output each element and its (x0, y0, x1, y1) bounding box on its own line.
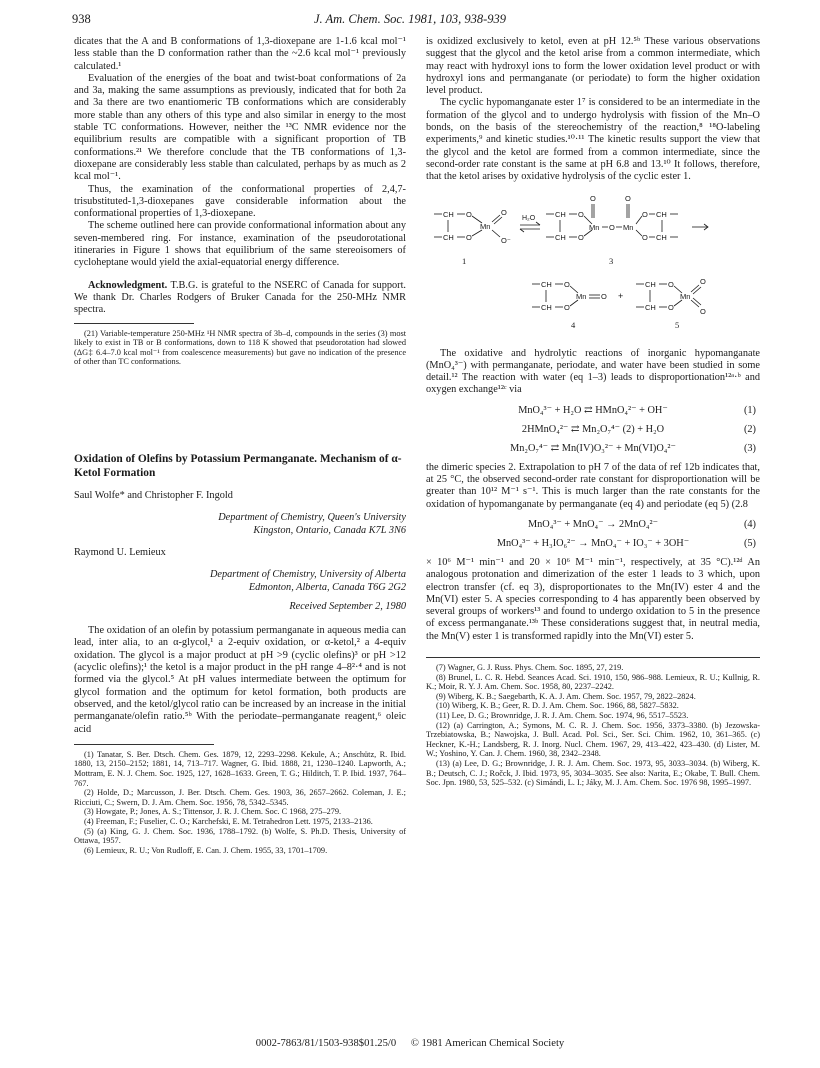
equation-text: 2HMnO₄²⁻ ⇄ Mn₂O₇⁴⁻ (2) + H₂O (521, 423, 665, 435)
scheme-atom: Mn (589, 222, 600, 232)
footnote-rule (74, 744, 214, 745)
scheme-atom: CH (443, 232, 454, 242)
scheme-atom: CH (555, 209, 566, 219)
scheme-atom: O (700, 306, 706, 316)
scheme-atom: O (642, 232, 648, 242)
affiliation-alberta (74, 569, 406, 594)
reference-item: (3) Howgate, P.; Jones, A. S.; Tittensor, J. R. J. Chem. Soc. C 1968, 275–279. (84, 807, 342, 817)
article-title: Oxidation of Olefins by Potassium Permanganate. Mechanism of α-Ketol Formation (74, 452, 402, 479)
footnote-rule (74, 323, 194, 324)
affiliation-line: Kingston, Ontario, Canada K7L 3N6 (253, 524, 406, 536)
scheme-atom: Mn (480, 221, 491, 231)
equilibrium-arrow (520, 215, 540, 232)
reference-item: (11) Lee, D. G.; Brownridge, J. R. J. Am. Chem. Soc. 1974, 96, 5517–5523. (436, 710, 689, 720)
equation-text: MnO₄³⁻ + H₃IO₆²⁻ → MnO₄⁻ + IO₃⁻ + 3OH⁻ (496, 537, 690, 549)
received-date: Received September 2, 1980 (289, 600, 406, 612)
affiliation-line: Department of Chemistry, Queen's University (218, 512, 406, 524)
scheme-atom: O (590, 193, 596, 203)
affiliation-queens (74, 512, 406, 537)
acknowledgment (74, 280, 406, 317)
body-paragraph: Thus, the examination of the conformational properties of 2,4,7-trisubstituted-1,3-dioxepanes gave considerable information about the conformational properties of 1,3-dioxepane. (74, 183, 406, 220)
scheme-atom: CH (443, 209, 454, 219)
footnotes (74, 329, 406, 367)
body-paragraph: Evaluation of the energies of the boat and twist-boat conformations of 2a and 3a, making the same assumptions as previously, indicated that for both 2a and 3a there are two enantiomeric TB conformations which are considerably more stable than any others of this type and also similar in energy to the most stable TC conformations. However, neither the ¹³C NMR evidence nor the equilibrium results are compatible with a significant proportion of TB conformations.²¹ We therefore conclude that the TB conformations of 1,3-dioxepane are considerably less stable than calculated, perhaps by as much as 2 kcal mol⁻¹. (74, 72, 406, 183)
scheme-atom: O (601, 291, 607, 301)
body-paragraph: The cyclic hypomanganate ester 1⁷ is considered to be an intermediate in the formation of the glycol and to undergo hydrolysis with fission of the Mn–O bonds, on the basis of the stereochemistry of the reaction,⁸ ¹⁸O-labeling experiments,⁹ and kinetic studies.¹⁰·¹¹ The kinetic results support the view that the glycol and the ketol are formed from a common intermediate, since the second-order rate constant is the same at pH 6.8 and 13.¹⁰ It follows, therefore, that the ketol arises by oxidative hydrolysis of the cyclic ester 1. (426, 97, 760, 183)
reaction-scheme (426, 190, 760, 340)
footnote-21: (21) Variable-temperature 250-MHz ¹H NMR spectra of 3b–d, compounds in the series (3) most likely to exist in TB or B conformations, down to 118 K showed that pseudorotation had slowed (ΔG‡ 6.4–7.0 kcal mol⁻¹ from coalescence measurements) but gave no indication of the presence of other than TC conformations. (74, 328, 406, 367)
reference-item: (8) Brunel, L. C. R. Hebd. Seances Acad. Sci. 1910, 150, 986–988. Lemieux, R. U.; Kullnig, R. K.; Moir, R. Y. J. Am. Chem. Soc. 1958, 80, 2237–2242. (426, 672, 760, 692)
scheme-atom: O (466, 209, 472, 219)
plus-sign: + (618, 290, 624, 301)
scheme-atom: Mn (623, 222, 634, 232)
scheme-atom: CH (656, 232, 667, 242)
equation-number: (3) (743, 442, 756, 454)
acknowledgment-heading: Acknowledgment. (88, 279, 168, 291)
reference-item: (6) Lemieux, R. U.; Von Rudloff, E. Can. J. Chem. 1955, 33, 1701–1709. (84, 845, 328, 855)
scheme-atom: O (625, 193, 631, 203)
references-left (74, 750, 406, 856)
body-paragraph: The scheme outlined here can provide conformational information about any seven-membered ring. For instance, examination of the pseudorotational itineraries in Figure 1 shows that equilibrium of the same stereoisomers of cycloheptane would yield the axial-equatorial energy difference. (74, 220, 406, 269)
scheme-atom: O (700, 276, 706, 286)
equation-text: MnO₄³⁻ + H₂O ⇄ HMnO₄²⁻ + OH⁻ (518, 404, 668, 416)
scheme-atom: CH (541, 302, 552, 312)
author-name: Raymond U. Lemieux (74, 546, 166, 558)
scheme-atom: CH (645, 279, 656, 289)
scheme-atom: O⁻ (501, 235, 511, 245)
reference-item: (1) Tanatar, S. Ber. Dtsch. Chem. Ges. 1879, 12, 2293–2298. Kekule, A.; Anschütz, R. Ibid. 1880, 13, 2150–2152; 1881, 14, 713–717. Wagner, G. Ibid. 1888, 21, 1230–1240. Lapworth, A.; Mottram, E. N. J. Chem. Soc. 1925, 127, 1628–1633. Green, T. G.; Hilditch, T. P. Ibid. 1937, 764–767. (74, 749, 406, 788)
scheme-atom: O (466, 232, 472, 242)
scheme-atom: O (668, 302, 674, 312)
reagent-label: H₂O (522, 214, 536, 222)
body-paragraph: The oxidation of an olefin by potassium permanganate in aqueous media can lead, inter alia, to an α-glycol,¹ a 2-equiv oxidation, or α-ketol,² a 4-equiv oxidation. The glycol is a major product at pH >9 (cyclic olefins)³ or pH >12 (acyclic olefins);¹ the ketol is a major product in the pH range 4–8²·⁴ and is not formed via the glycol.⁵ At pH values intermediate between the optimum for glycol formation and the optimum for ketol formation, both products are observed, and the ketol/glycol ratio can be increased by an increase in the initial permanganate/olefin ratio.⁵ᵇ With the periodate–permanganate reagent,⁶ oleic acid (74, 625, 406, 735)
scheme-atom: O (564, 279, 570, 289)
affiliation-line: Department of Chemistry, University of Alberta (209, 569, 406, 581)
scheme-atom: O (609, 222, 615, 232)
page-number: 938 (72, 12, 91, 26)
left-column (74, 36, 406, 855)
scheme-atom: O (578, 209, 584, 219)
footnote-rule (426, 657, 760, 658)
scheme-atom: Mn (680, 291, 691, 301)
equation-number: (2) (743, 423, 756, 435)
copyright: © 1981 American Chemical Society (410, 1038, 565, 1049)
scheme-atom: CH (541, 279, 552, 289)
reference-item: (2) Holde, D.; Marcusson, J. Ber. Dtsch. Chem. Ges. 1903, 36, 2657–2662. Coleman, J. E.; Ricciuti, C.; Swern, D. J. Am. Chem. Soc. 1956, 78, 5342–5345. (74, 788, 406, 807)
continued-paragraph: dicates that the A and B conformations of 1,3-dioxepane are 1-1.6 kcal mol⁻¹ less stable than the D conformation rather than the ~2.6 kcal mol⁻¹ previously calculated.¹ (74, 36, 406, 72)
scheme-atom: O (501, 207, 507, 217)
reference-item: (13) (a) Lee, D. G.; Brownridge, J. R. J. Am. Chem. Soc. 1973, 95, 3033–3034. (b) Wiberg, K. B.; Deutsch, C. J.; Ročck, J. Ibid. 1973, 95, 3034–3035. See also: Narita, E.; Okabe, T. Bull. Chem. Soc. Jpn. 1980, 53, 525–532. (c) Simándi, L. I.; Jáky, M. J. Am. Chem. Soc. 1976 98, 1995–1997. (426, 758, 760, 788)
equation-number: (4) (743, 518, 756, 530)
continued-paragraph: is oxidized exclusively to ketol, even at pH 12.⁵ᵇ These various observations suggest that the glycol and the ketol arise from a common intermediate, which may react with hydroxyl ions to form the lower oxidation level product or with hydroxyl ions and permanganate (or periodate) to form the higher oxidation level product. (426, 36, 760, 97)
structure-1 (434, 208, 511, 266)
scheme-atom: O (642, 209, 648, 219)
equation-2 (426, 420, 760, 439)
equation-number: (1) (743, 404, 756, 416)
reference-item: (5) (a) King, G. J. Chem. Soc. 1936, 1788–1792. (b) Wolfe, S. Ph.D. Thesis, University of Ottawa, 1957. (74, 826, 406, 846)
equation-5 (426, 534, 760, 553)
equation-number: (5) (743, 537, 756, 549)
equation-3 (426, 439, 760, 458)
page-footer (0, 1038, 820, 1049)
equation-text: MnO₄³⁻ + MnO₄⁻ → 2MnO₄²⁻ (527, 518, 659, 530)
reaction-arrow (692, 224, 708, 230)
body-paragraph: × 10⁶ M⁻¹ min⁻¹ and 20 × 10⁶ M⁻¹ min⁻¹, respectively, at 35 °C).¹²ᵈ An analogous protonation and dimerization of the ester 1 leads to 3 which, upon electron transfer (cf. eq 3), disproportionates to the Mn(IV) ester 4 and the Mn(VI) ester 5. A species corresponding to 4 has apparently been observed by several groups of workers¹³ and found to undergo oxidation to 5 in the presence of excess permanganate.¹³ᵇ These considerations suggest that, in neutral media, the Mn(V) ester 1 is transformed rapidly into the Mn(VI) ester 5. (426, 556, 760, 642)
compound-label: 4 (571, 319, 576, 330)
compound-label: 5 (675, 319, 680, 330)
body-paragraph: The oxidative and hydrolytic reactions of inorganic hypomanganate (MnO₄³⁻) with permanganate, periodate, and water have been studied in some detail.¹² The reaction with water (eq 1–3) leads to disproportionation¹²ᵃ·ᵇ and oxygen exchange¹²ᶜ via (426, 347, 760, 396)
affiliation-line: Edmonton, Alberta, Canada T6G 2G2 (248, 581, 406, 593)
structure-3 (546, 194, 678, 266)
scheme-atom: O (564, 302, 570, 312)
equation-1 (426, 401, 760, 420)
running-header (72, 12, 748, 30)
article-code: 0002-7863/81/1503-938$01.25/0 (255, 1038, 397, 1049)
equation-4 (426, 515, 760, 534)
right-column (426, 36, 760, 788)
reference-item: (10) Wiberg, K. B.; Geer, R. D. J. Am. Chem. Soc. 1966, 88, 5827–5832. (436, 701, 679, 711)
acknowledgment-text: T.B.G. is grateful to the NSERC of Canada for support. We thank Dr. Charles Rodgers of Bruker Canada for the 250-MHz NMR spectra. (74, 279, 406, 316)
structure-5 (636, 277, 706, 330)
compound-label: 3 (609, 255, 614, 266)
references-right (426, 663, 760, 788)
equation-text: Mn₂O₇⁴⁻ ⇄ Mn(IV)O₃²⁻ + Mn(VI)O₄²⁻ (510, 442, 676, 454)
scheme-atom: O (578, 232, 584, 242)
scheme-atom: Mn (576, 291, 587, 301)
compound-label: 1 (462, 255, 467, 266)
structure-4 (532, 280, 607, 330)
reference-item: (12) (a) Carrington, A.; Symons, M. C. R. J. Chem. Soc. 1956, 3373–3380. (b) Jezowska-Trzebiatowska, B.; Nawojska, J. Bull. Acad. Pol. Sci., Ser. Sci. Chim. 1962, 10, 361–365. (c) Heckner, K.-H.; Landsberg, R. J. Inorg. Nucl. Chem. 1967, 29, 413–422, 423–430. (d) Lister, M. W.; Yoshino, Y. Can. J. Chem. 1960, 38, 2342–2348. (426, 720, 760, 759)
body-paragraph: the dimeric species 2. Extrapolation to pH 7 of the data of ref 12b indicates that, at 25 °C, the observed second-order rate constant for disproportionation will be greater than 10¹² M⁻¹ s⁻¹. This is much larger than the rate constants for the oxidation of hypomanganate by permanganate (eq 4) and periodate (eq 5) (2.8 (426, 461, 760, 510)
scheme-atom: O (668, 279, 674, 289)
reference-item: (9) Wiberg, K. B.; Saegebarth, K. A. J. Am. Chem. Soc. 1957, 79, 2822–2824. (436, 691, 696, 701)
scheme-atom: CH (656, 209, 667, 219)
reference-item: (7) Wagner, G. J. Russ. Phys. Chem. Soc. 1895, 27, 219. (436, 663, 624, 673)
scheme-figure (426, 190, 760, 340)
scheme-atom: CH (555, 232, 566, 242)
journal-citation: J. Am. Chem. Soc. 1981, 103, 938-939 (313, 12, 507, 26)
scheme-atom: CH (645, 302, 656, 312)
reference-item: (4) Freeman, F.; Fuselier, C. O.; Karchefski, E. M. Tetrahedron Lett. 1975, 2133–2136. (84, 817, 373, 826)
author-list: Saul Wolfe* and Christopher F. Ingold (74, 490, 233, 502)
